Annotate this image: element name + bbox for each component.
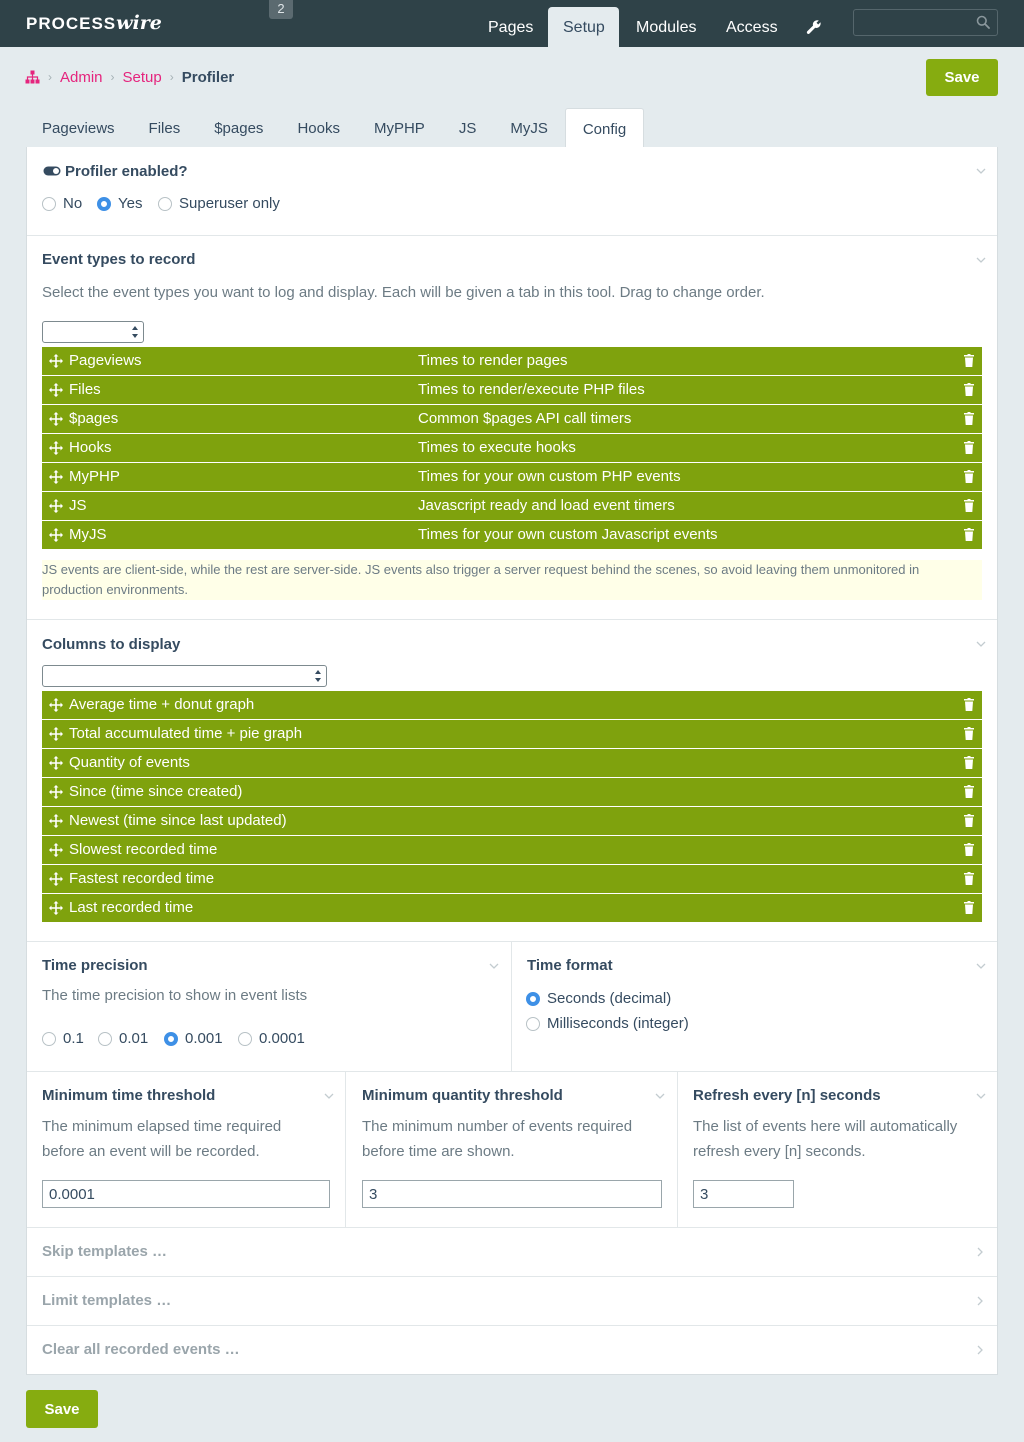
chevron-down-icon[interactable] <box>489 963 499 969</box>
column-row-label: Quantity of events <box>69 754 190 771</box>
event-row-label: MyPHP <box>69 468 120 485</box>
column-row[interactable] <box>42 894 982 922</box>
trash-icon[interactable] <box>964 470 974 483</box>
profiler-enabled-section <box>27 147 997 236</box>
chevron-right-icon[interactable] <box>977 1296 983 1306</box>
nav-access[interactable]: Access <box>726 19 778 36</box>
tab-myjs[interactable]: MyJS <box>510 120 548 137</box>
columns-title[interactable]: Columns to display <box>42 636 181 653</box>
column-row-label: Last recorded time <box>69 899 194 916</box>
move-icon[interactable] <box>49 727 63 741</box>
event-row-description: Times for your own custom PHP events <box>418 468 681 485</box>
trash-icon[interactable] <box>964 441 974 454</box>
sitemap-icon[interactable] <box>25 70 40 84</box>
move-icon[interactable] <box>49 470 63 484</box>
move-icon[interactable] <box>49 354 63 368</box>
event-types-select[interactable] <box>42 321 144 343</box>
breadcrumb-setup[interactable]: Setup <box>122 68 162 86</box>
trash-icon[interactable] <box>964 872 974 885</box>
trash-icon[interactable] <box>964 901 974 914</box>
refresh-description: The list of events here will automatically refresh every [n] seconds. <box>693 1118 958 1160</box>
column-row-label: Since (time since created) <box>69 783 243 800</box>
event-row-description: Javascript ready and load event timers <box>418 497 675 514</box>
move-icon[interactable] <box>49 843 63 857</box>
event-row[interactable] <box>42 434 982 462</box>
chevron-down-icon[interactable] <box>976 963 986 969</box>
move-icon[interactable] <box>49 412 63 426</box>
min-time-section <box>27 1072 346 1228</box>
config-tabs <box>25 108 644 148</box>
trash-icon[interactable] <box>964 499 974 512</box>
save-button-top[interactable]: Save <box>926 59 998 96</box>
event-row[interactable] <box>42 492 982 520</box>
event-types-description: Select the event types you want to log and display. Each will be given a tab in this tool. Drag to change order. <box>42 284 765 301</box>
tab-pages[interactable]: $pages <box>214 120 264 137</box>
chevron-down-icon[interactable] <box>655 1093 665 1099</box>
tab-config[interactable]: Config <box>565 108 644 148</box>
columns-section <box>27 620 997 942</box>
profiler-enabled-title[interactable]: Profiler enabled? <box>65 163 188 180</box>
search-icon[interactable] <box>976 15 990 29</box>
trash-icon[interactable] <box>964 383 974 396</box>
min-quantity-section <box>346 1072 678 1228</box>
limit-templates-section[interactable] <box>27 1277 997 1326</box>
save-button-bottom[interactable]: Save <box>26 1390 98 1428</box>
columns-list <box>42 691 982 923</box>
breadcrumb-separator: › <box>48 70 52 84</box>
chevron-down-icon[interactable] <box>976 1093 986 1099</box>
trash-icon[interactable] <box>964 814 974 827</box>
tab-pageviews[interactable]: Pageviews <box>42 120 115 137</box>
event-row-label: Hooks <box>69 439 112 456</box>
column-row[interactable] <box>42 720 982 748</box>
min-quantity-description: The minimum number of events required before time are shown. <box>362 1118 633 1160</box>
event-types-list <box>42 347 982 550</box>
trash-icon[interactable] <box>964 698 974 711</box>
radio-superuser-only[interactable]: Superuser only <box>158 195 280 212</box>
nav-pages[interactable]: Pages <box>488 19 534 36</box>
top-bar <box>0 0 1024 47</box>
move-icon[interactable] <box>49 901 63 915</box>
event-row-description: Times for your own custom Javascript events <box>418 526 718 543</box>
move-icon[interactable] <box>49 785 63 799</box>
limit-templates-title[interactable]: Limit templates … <box>42 1292 172 1309</box>
time-format-title[interactable]: Time format <box>527 957 613 974</box>
chevron-down-icon[interactable] <box>976 257 986 263</box>
min-quantity-title[interactable]: Minimum quantity threshold <box>362 1087 563 1104</box>
processwire-logo[interactable]: PROCESSwire <box>26 12 162 34</box>
trash-icon[interactable] <box>964 785 974 798</box>
radio-seconds-decimal[interactable]: Seconds (decimal) <box>526 990 671 1007</box>
move-icon[interactable] <box>49 383 63 397</box>
event-row[interactable] <box>42 376 982 404</box>
skip-templates-title[interactable]: Skip templates … <box>42 1243 168 1260</box>
column-row-label: Fastest recorded time <box>69 870 215 887</box>
event-row-label: JS <box>69 497 87 514</box>
notice-count-badge[interactable]: 2 <box>269 0 293 19</box>
event-types-notes: JS events are client-side, while the rest are server-side. JS events also trigger a server request behind the scenes, so avoid leaving them unmonitored in production environments. <box>42 560 982 600</box>
trash-icon[interactable] <box>964 354 974 367</box>
column-row-label: Average time + donut graph <box>69 696 255 713</box>
event-row-label: $pages <box>69 410 119 427</box>
time-precision-section <box>27 942 512 1072</box>
radio-precision-0-1[interactable]: 0.1 <box>42 1030 84 1047</box>
breadcrumb-admin[interactable]: Admin <box>60 68 103 86</box>
event-row-label: Files <box>69 381 101 398</box>
chevron-down-icon[interactable] <box>976 168 986 174</box>
config-panel <box>26 147 998 1375</box>
breadcrumb <box>25 68 234 86</box>
trash-icon[interactable] <box>964 756 974 769</box>
move-icon[interactable] <box>49 814 63 828</box>
breadcrumb-separator: › <box>169 70 174 84</box>
columns-select[interactable] <box>42 665 327 687</box>
column-row[interactable] <box>42 691 982 719</box>
trash-icon[interactable] <box>964 843 974 856</box>
event-row[interactable] <box>42 405 982 433</box>
toggle-icon <box>43 166 61 176</box>
column-row[interactable] <box>42 778 982 806</box>
page-title: Profiler <box>181 68 235 86</box>
radio-no[interactable]: No <box>42 195 82 212</box>
column-row[interactable] <box>42 749 982 777</box>
column-row-label: Newest (time since last updated) <box>69 812 287 829</box>
tab-js[interactable]: JS <box>458 120 477 137</box>
min-time-description: The minimum elapsed time required before an event will be recorded. <box>42 1118 282 1160</box>
move-icon[interactable] <box>49 872 63 886</box>
event-row-label: MyJS <box>69 526 107 543</box>
time-format-section <box>512 942 997 1072</box>
move-icon[interactable] <box>49 499 63 513</box>
radio-yes[interactable]: Yes <box>97 195 142 212</box>
radio-precision-0-001[interactable]: 0.001 <box>164 1030 223 1047</box>
move-icon[interactable] <box>49 441 63 455</box>
move-icon[interactable] <box>49 528 63 542</box>
clear-events-section[interactable] <box>27 1326 997 1375</box>
select-arrows-icon <box>131 325 139 339</box>
radio-precision-0-0001[interactable]: 0.0001 <box>238 1030 305 1047</box>
search-box <box>853 9 998 36</box>
column-row[interactable] <box>42 865 982 893</box>
column-row[interactable] <box>42 836 982 864</box>
column-row-label: Slowest recorded time <box>69 841 218 858</box>
column-row-label: Total accumulated time + pie graph <box>69 725 303 742</box>
tab-myphp[interactable]: MyPHP <box>373 120 425 137</box>
chevron-down-icon[interactable] <box>976 641 986 647</box>
time-precision-title[interactable]: Time precision <box>42 957 148 974</box>
radio-precision-0-01[interactable]: 0.01 <box>98 1030 148 1047</box>
event-row[interactable] <box>42 521 982 549</box>
skip-templates-section[interactable] <box>27 1228 997 1277</box>
time-precision-description: The time precision to show in event lists <box>42 987 308 1004</box>
trash-icon[interactable] <box>964 727 974 740</box>
select-arrows-icon <box>314 669 322 683</box>
event-row-description: Common $pages API call timers <box>418 410 632 427</box>
chevron-down-icon[interactable] <box>324 1093 334 1099</box>
event-row-label: Pageviews <box>69 352 142 369</box>
refresh-input[interactable] <box>693 1180 794 1208</box>
radio-milliseconds-integer[interactable]: Milliseconds (integer) <box>526 1015 689 1032</box>
breadcrumb-separator: › <box>110 70 115 84</box>
tab-files[interactable]: Files <box>148 120 181 137</box>
event-row[interactable] <box>42 463 982 491</box>
min-time-input[interactable] <box>42 1180 330 1208</box>
move-icon[interactable] <box>49 698 63 712</box>
trash-icon[interactable] <box>964 528 974 541</box>
event-row-description: Times to render/execute PHP files <box>418 381 645 398</box>
wrench-icon[interactable] <box>806 19 822 35</box>
event-row[interactable] <box>42 347 982 375</box>
tab-hooks[interactable]: Hooks <box>297 120 340 137</box>
event-row-description: Times to render pages <box>418 352 568 369</box>
refresh-section <box>678 1072 997 1228</box>
event-types-title[interactable]: Event types to record <box>42 251 196 268</box>
chevron-right-icon[interactable] <box>977 1247 983 1257</box>
chevron-right-icon[interactable] <box>977 1345 983 1355</box>
refresh-title[interactable]: Refresh every [n] seconds <box>693 1087 881 1104</box>
event-types-section <box>27 236 997 620</box>
move-icon[interactable] <box>49 756 63 770</box>
min-quantity-input[interactable] <box>362 1180 662 1208</box>
clear-events-title[interactable]: Clear all recorded events … <box>42 1341 240 1358</box>
min-time-title[interactable]: Minimum time threshold <box>42 1087 216 1104</box>
column-row[interactable] <box>42 807 982 835</box>
nav-modules[interactable]: Modules <box>636 19 697 36</box>
search-input[interactable] <box>854 10 974 35</box>
trash-icon[interactable] <box>964 412 974 425</box>
event-row-description: Times to execute hooks <box>418 439 576 456</box>
nav-setup[interactable]: Setup <box>548 7 619 47</box>
